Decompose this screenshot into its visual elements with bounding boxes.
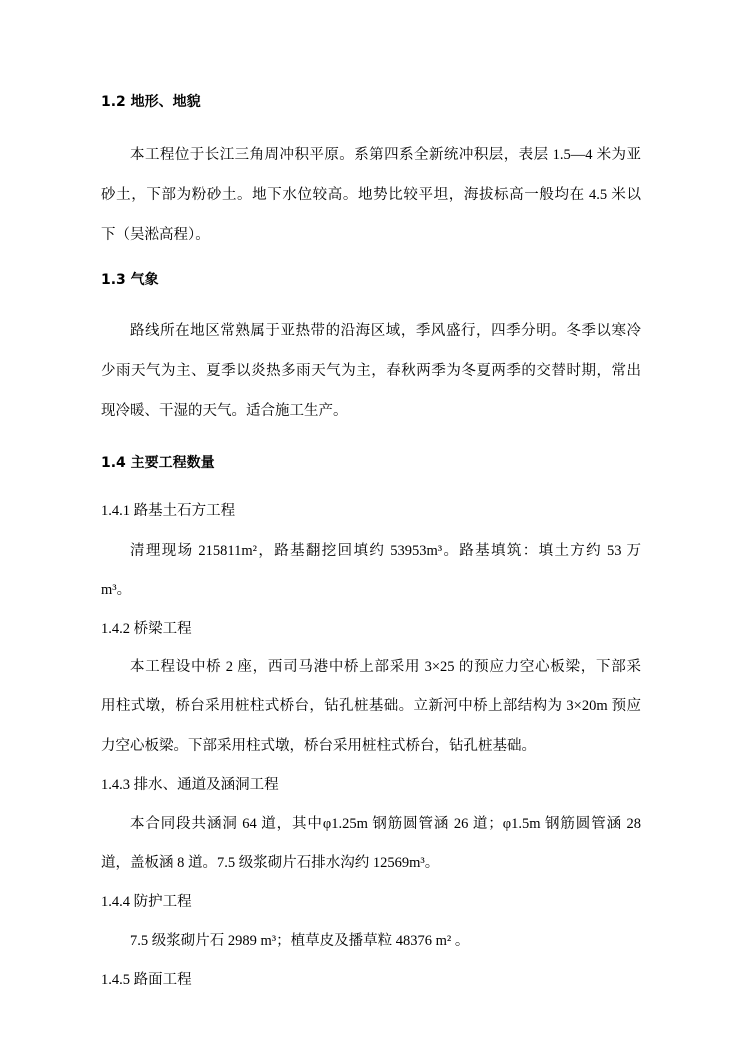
- heading-climate: 1.3 气象: [101, 272, 159, 288]
- subheading-drainage: 1.4.3 排水、通道及涵洞工程: [101, 777, 279, 793]
- bridge-line-1: 本工程设中桥 2 座，西司马港中桥上部采用 3×25 的预应力空心板梁，下部采: [130, 659, 641, 675]
- earthwork-line-2: m³。: [101, 582, 132, 598]
- terrain-line-3: 下（吴淞高程）。: [101, 227, 210, 243]
- bridge-line-3: 力空心板梁。下部采用柱式墩，桥台采用桩柱式桥台，钻孔桩基础。: [101, 738, 536, 754]
- climate-line-3: 现冷暖、干湿的天气。适合施工生产。: [101, 403, 348, 419]
- heading-terrain: 1.2 地形、地貌: [101, 94, 201, 110]
- subheading-pavement: 1.4.5 路面工程: [101, 972, 192, 988]
- bridge-line-2: 用柱式墩，桥台采用桩柱式桥台，钻孔桩基础。立新河中桥上部结构为 3×20m 预应: [101, 698, 641, 714]
- heading-quantities: 1.4 主要工程数量: [101, 455, 215, 471]
- subheading-protection: 1.4.4 防护工程: [101, 894, 192, 910]
- subheading-bridge: 1.4.2 桥梁工程: [101, 621, 192, 637]
- terrain-line-1: 本工程位于长江三角周冲积平原。系第四系全新统冲积层，表层 1.5—4 米为亚: [130, 147, 641, 163]
- drainage-line-2: 道，盖板涵 8 道。7.5 级浆砌片石排水沟约 12569m³。: [101, 855, 440, 871]
- drainage-line-1: 本合同段共涵洞 64 道，其中φ1.25m 钢筋圆管涵 26 道；φ1.5m 钢筋圆管涵 28: [130, 816, 641, 832]
- earthwork-line-1: 清理现场 215811m²，路基翻挖回填约 53953m³。路基填筑：填土方约 53 万: [130, 543, 641, 559]
- protection-line-1: 7.5 级浆砌片石 2989 m³；植草皮及播草粒 48376 m² 。: [130, 933, 470, 949]
- subheading-earthwork: 1.4.1 路基土石方工程: [101, 503, 236, 519]
- terrain-line-2: 砂土，下部为粉砂土。地下水位较高。地势比较平坦，海拔标高一般均在 4.5 米以: [101, 187, 641, 203]
- climate-line-2: 少雨天气为主、夏季以炎热多雨天气为主，春秋两季为冬夏两季的交替时期，常出: [101, 363, 641, 379]
- climate-line-1: 路线所在地区常熟属于亚热带的沿海区域，季风盛行，四季分明。冬季以寒冷: [130, 323, 641, 339]
